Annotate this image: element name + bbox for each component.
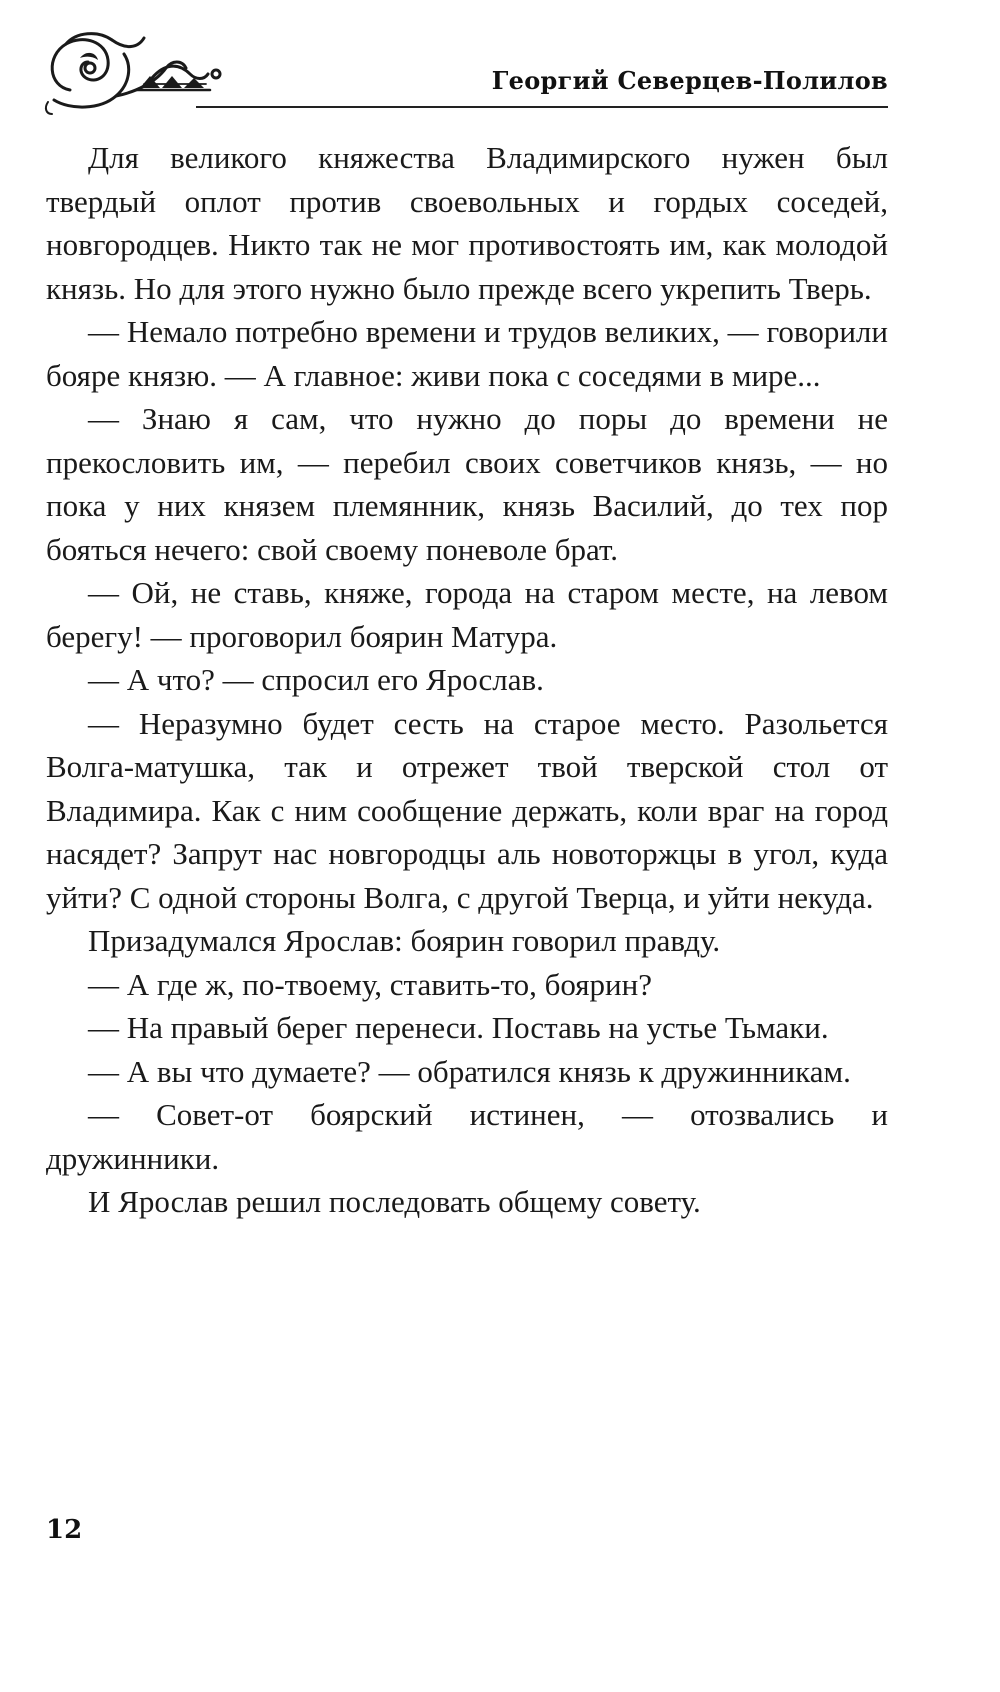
paragraph: И Ярослав решил последовать общему совету.	[88, 1184, 701, 1219]
paragraph: — Ой, не ставь, княже, города на старом месте, на левом берегу! — проговорил боярин Матура.	[46, 575, 888, 654]
page-number: 12	[46, 1515, 83, 1545]
paragraph: — На правый берег перенеси. Поставь на устье Тьмаки.	[88, 1010, 829, 1045]
paragraph: — Неразумно будет сесть на старое место. Разольется Волга-матушка, так и отрежет твой тверской стол от Владимира. Как с ним сообщение держать, коли враг на город насядет? Запрут нас новгородцы аль новоторжцы в угол, куда уйти? С одной стороны Волга, с другой Тверца, и уйти некуда.	[46, 705, 888, 915]
decorative-ornament-icon	[40, 28, 225, 118]
paragraph: — А что? — спросил его Ярослав.	[88, 662, 544, 697]
paragraph: — А где ж, по-твоему, ставить-то, боярин?	[88, 966, 652, 1002]
paragraph: Призадумался Ярослав: боярин говорил правду.	[88, 923, 721, 958]
paragraph: Для великого княжества Владимирского нужен был твердый оплот против своевольных и гордых соседей, новгородцев. Никто так не мог противостоять им, как молодой князь. Но для этого нужно было прежде всего укрепить Тверь.	[46, 140, 888, 306]
body-text	[46, 136, 888, 1224]
paragraph: — Совет-от боярский истинен, — отозвались и дружинники.	[46, 1097, 888, 1176]
running-header-title: Георгий Северцев-Полилов	[491, 66, 888, 95]
header-rule	[196, 106, 888, 108]
paragraph: — Немало потребно времени и трудов великих, — говорили бояре князю. — А главное: живи пока с соседями в мире...	[46, 314, 888, 393]
paragraph: — А вы что думаете? — обратился князь к дружинникам.	[88, 1053, 851, 1089]
paragraph: — Знаю я сам, что нужно до поры до времени не прекословить им, — перебил своих советчиков князь, — но пока у них князем племянник, князь Василий, до тех пор бояться нечего: свой своему поневоле брат.	[46, 401, 888, 567]
